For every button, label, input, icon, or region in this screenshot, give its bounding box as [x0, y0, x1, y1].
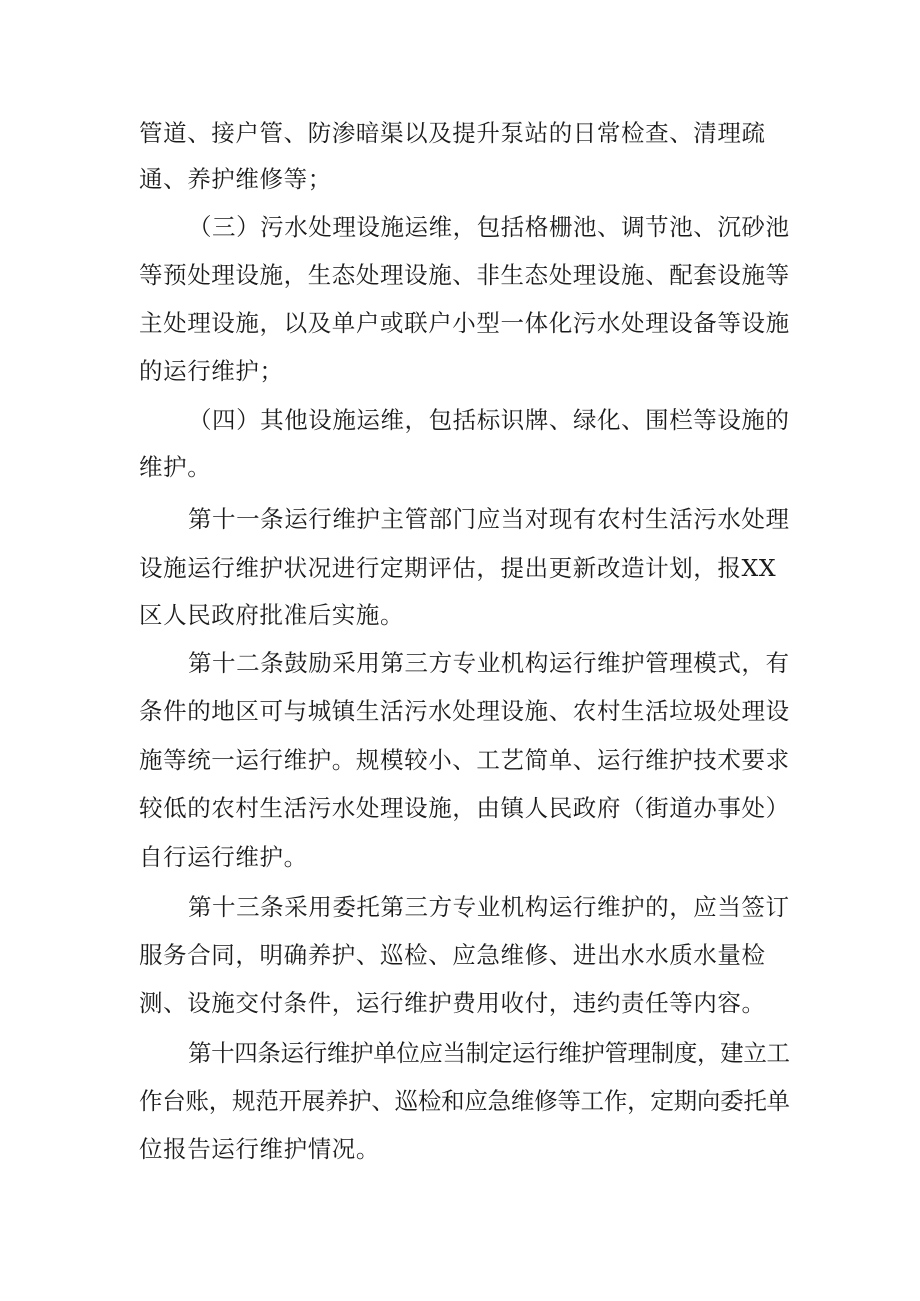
text-line: 测、设施交付条件，运行维护费用收付，违约责任等内容。: [139, 989, 766, 1017]
text-line: 管道、接户管、防渗暗渠以及提升泵站的日常检查、清理疏: [139, 119, 766, 147]
text-line: 位报告运行维护情况。: [139, 1135, 380, 1163]
text-line: 主处理设施，以及单户或联户小型一体化污水处理设备等设施: [139, 309, 790, 337]
text-line: 等预处理设施，生态处理设施、非生态处理设施、配套设施等: [139, 261, 790, 289]
text-line: （四）其他设施运维，包括标识牌、绿化、围栏等设施的: [188, 406, 790, 434]
text-line: 第十二条鼓励采用第三方专业机构运行维护管理模式，有: [188, 649, 790, 677]
text-line: 第十一条运行维护主管部门应当对现有农村生活污水处理: [188, 505, 790, 533]
text-line: 维护。: [139, 453, 212, 481]
text-line: 服务合同，明确养护、巡检、应急维修、进出水水质水量检: [139, 941, 766, 969]
text-line: 设施运行维护状况进行定期评估，提出更新改造计划，报XX: [139, 554, 777, 582]
text-line: 较低的农村生活污水处理设施，由镇人民政府（街道办事处）: [139, 794, 790, 822]
text-line: 施等统一运行维护。规模较小、工艺简单、运行维护技术要求: [139, 746, 790, 774]
text-line: 第十四条运行维护单位应当制定运行维护管理制度，建立工: [188, 1039, 790, 1067]
text-line: 的运行维护；: [139, 357, 284, 385]
text-line: 条件的地区可与城镇生活污水处理设施、农村生活垃圾处理设: [139, 697, 790, 725]
text-line: 通、养护维修等；: [139, 165, 332, 193]
text-line: （三）污水处理设施运维，包括格栅池、调节池、沉砂池: [188, 213, 790, 241]
text-line: 作台账，规范开展养护、巡检和应急维修等工作，定期向委托单: [139, 1087, 790, 1115]
text-line: 第十三条采用委托第三方专业机构运行维护的，应当签订: [188, 893, 790, 921]
text-line: 区人民政府批准后实施。: [139, 601, 405, 629]
text-line: 自行运行维护。: [139, 843, 308, 871]
